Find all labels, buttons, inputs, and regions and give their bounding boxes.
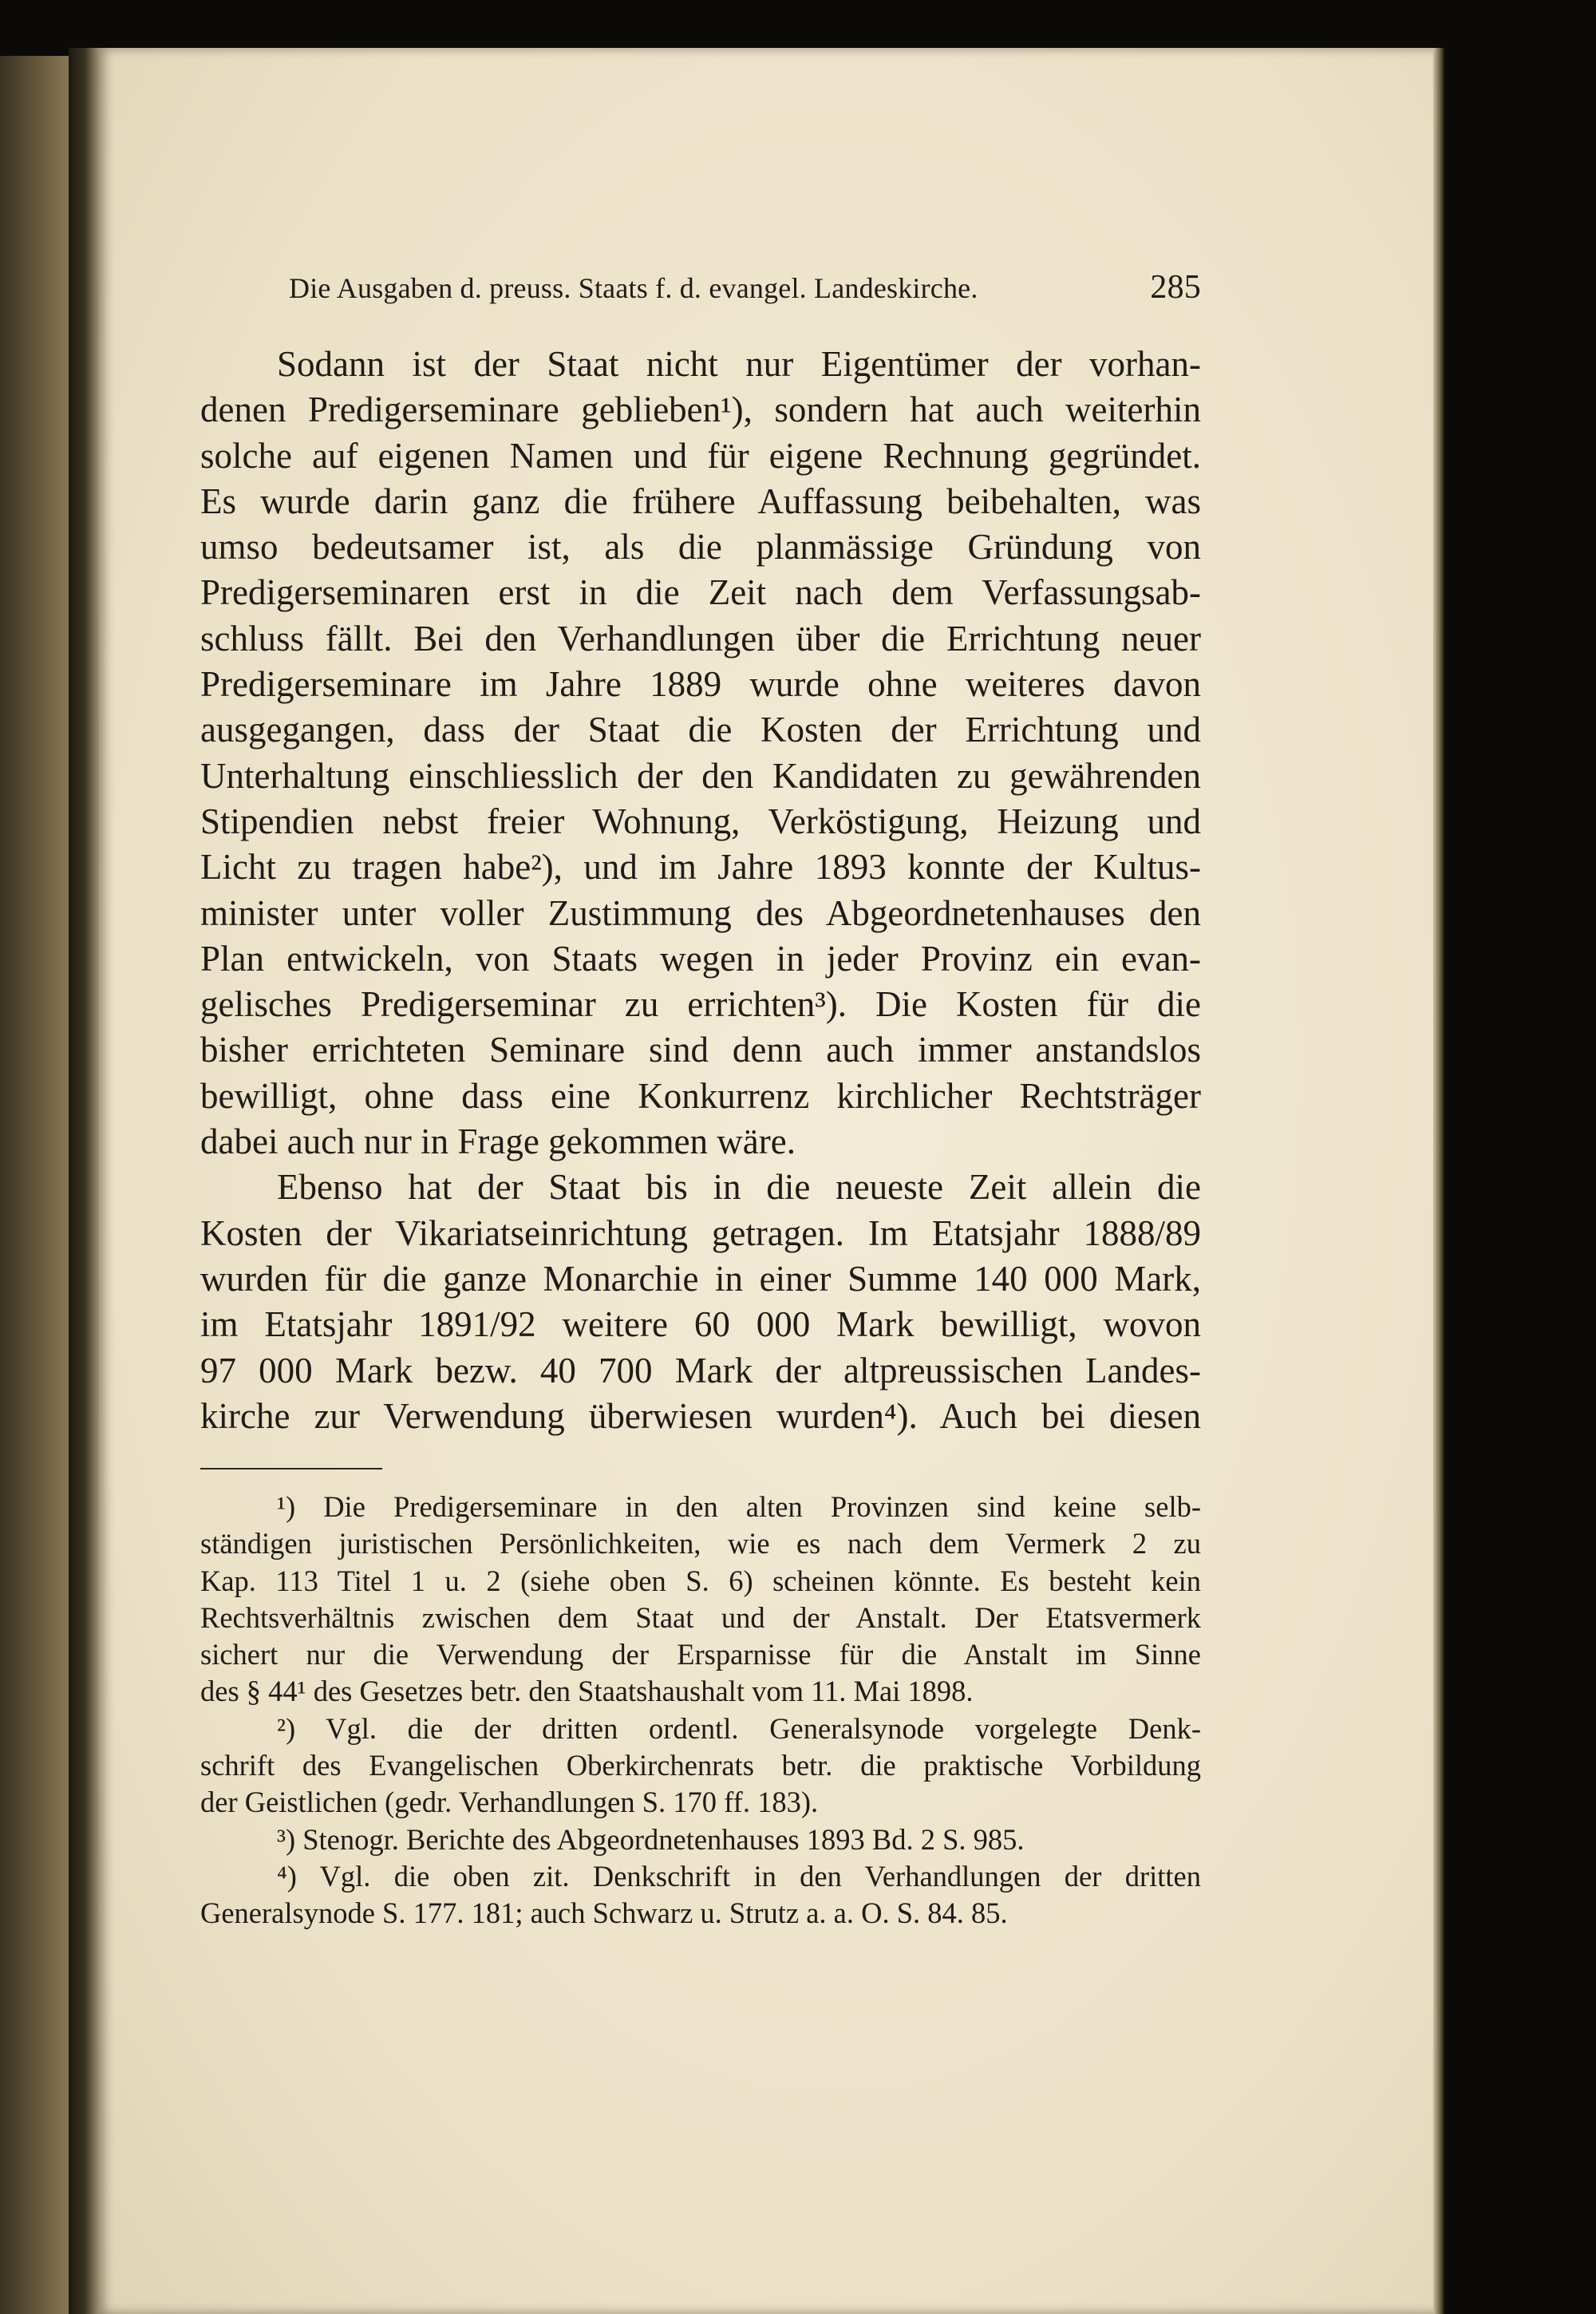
footnote-line: Generalsynode S. 177. 181; auch Schwarz u. Strutz a. a. O. S. 84. 85. (200, 1897, 1008, 1930)
footnote-line: ⁴) Vgl. die oben zit. Denkschrift in den Verhandlungen der dritten (277, 1859, 1201, 1893)
text-line: Plan entwickeln, von Staats wegen in jeder Provinz ein evan- (200, 938, 1201, 979)
text-line: schluss fällt. Bei den Verhandlungen über die Errichtung neuer (200, 618, 1201, 659)
left-page-edge (0, 56, 70, 2314)
text-line: ausgegangen, dass der Staat die Kosten der Errichtung und (200, 710, 1201, 750)
text-line: Stipendien nebst freier Wohnung, Verköstigung, Heizung und (200, 801, 1201, 841)
page-edge-shadow (1433, 48, 1444, 2314)
text-line: 97 000 Mark bezw. 40 700 Mark der altpreussischen Landes- (200, 1350, 1201, 1390)
main-text (200, 342, 1201, 1439)
footnote-line: ²) Vgl. die der dritten ordentl. Generalsynode vorgelegte Denk- (277, 1711, 1201, 1745)
text-line: Unterhaltung einschliesslich der den Kandidaten zu gewährenden (200, 755, 1201, 796)
footnote-line: schrift des Evangelischen Oberkirchenrats betr. die praktische Vorbildung (200, 1749, 1201, 1782)
page-number: 285 (1150, 269, 1201, 306)
text-line: kirche zur Verwendung überwiesen wurden⁴). Auch bei diesen (200, 1395, 1201, 1436)
footnote-line: Rechtsverhältnis zwischen dem Staat und der Anstalt. Der Etatsvermerk (200, 1600, 1201, 1634)
footnote-line: ständigen juristischen Persönlichkeiten, wie es nach dem Vermerk 2 zu (200, 1527, 1201, 1560)
footnote-rule (200, 1468, 382, 1469)
footnote-line: ¹) Die Predigerseminare in den alten Provinzen sind keine selb- (277, 1490, 1201, 1523)
text-line: gelisches Predigerseminar zu errichten³). Die Kosten für die (200, 984, 1201, 1025)
footnote-line: ³) Stenogr. Berichte des Abgeordnetenhauses 1893 Bd. 2 S. 985. (277, 1822, 1025, 1856)
footnote-line: des § 44¹ des Gesetzes betr. den Staatshaushalt vom 11. Mai 1898. (200, 1675, 974, 1708)
footnote-line: Kap. 113 Titel 1 u. 2 (siehe oben S. 6) scheinen könnte. Es besteht kein (200, 1564, 1201, 1597)
text-line: Kosten der Vikariatseinrichtung getragen. Im Etatsjahr 1888/89 (200, 1212, 1201, 1253)
text-line: minister unter voller Zustimmung des Abgeordnetenhauses den (200, 892, 1201, 933)
book-gutter (69, 48, 101, 2314)
text-line: wurden für die ganze Monarchie in einer Summe 140 000 Mark, (200, 1258, 1201, 1299)
text-line: bisher errichteten Seminare sind denn auch immer anstandslos (200, 1030, 1201, 1070)
text-line: Predigerseminare im Jahre 1889 wurde ohne weiteres davon (200, 664, 1201, 705)
running-head-title: Die Ausgaben d. preuss. Staats f. d. evangel. Landeskirche. (289, 272, 978, 304)
text-line: Licht zu tragen habe²), und im Jahre 1893 konnte der Kultus- (200, 847, 1201, 888)
text-line: denen Predigerseminare geblieben¹), sondern hat auch weiterhin (200, 390, 1201, 430)
text-line: bewilligt, ohne dass eine Konkurrenz kirchlicher Rechtsträger (200, 1075, 1201, 1116)
text-line: umso bedeutsamer ist, als die planmässige Gründung von (200, 527, 1201, 568)
text-line: Sodann ist der Staat nicht nur Eigentümer der vorhan- (277, 344, 1201, 384)
text-line: Predigerseminaren erst in die Zeit nach dem Verfassungsab- (200, 572, 1201, 613)
footnotes (200, 1489, 1201, 1932)
text-line: im Etatsjahr 1891/92 weitere 60 000 Mark bewilligt, wovon (200, 1304, 1201, 1345)
text-line: solche auf eigenen Namen und für eigene Rechnung gegründet. (200, 435, 1201, 476)
text-line: Es wurde darin ganz die frühere Auffassung beibehalten, was (200, 481, 1201, 521)
footnote-line: der Geistlichen (gedr. Verhandlungen S. 170 ff. 183). (200, 1786, 819, 1819)
text-line: dabei auch nur in Frage gekommen wäre. (200, 1121, 796, 1162)
text-line: Ebenso hat der Staat bis in die neueste Zeit allein die (277, 1167, 1201, 1208)
footnote-line: sichert nur die Verwendung der Ersparnisse für die Anstalt im Sinne (200, 1638, 1201, 1671)
